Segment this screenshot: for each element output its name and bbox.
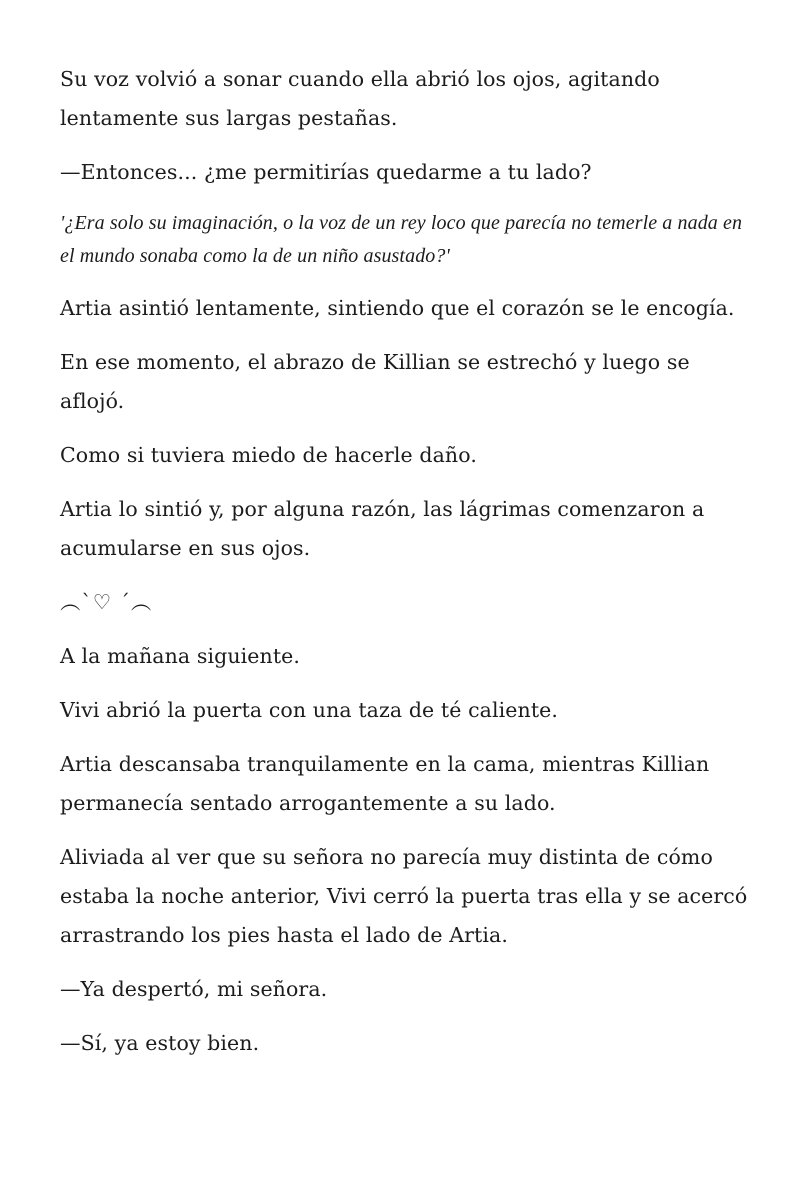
paragraph: Su voz volvió a sonar cuando ella abrió los ojos, agitando lentamente sus largas pestañas. xyxy=(60,67,660,130)
dialogue-line: —Entonces... ¿me permitirías quedarme a tu lado? xyxy=(60,160,592,184)
paragraph: Artia lo sintió y, por alguna razón, las lágrimas comenzaron a acumularse en sus ojos. xyxy=(60,497,705,560)
paragraph: En ese momento, el abrazo de Killian se estrechó y luego se aflojó. xyxy=(60,350,690,413)
dialogue-line: —Sí, ya estoy bien. xyxy=(60,1031,260,1055)
paragraph: Aliviada al ver que su señora no parecía muy distinta de cómo estaba la noche anterior, Vivi cerró la puerta tras ella y se acercó arrastrando los pies hasta el lado de Artia. xyxy=(60,845,748,947)
paragraph: Vivi abrió la puerta con una taza de té caliente. xyxy=(60,698,559,722)
document-page xyxy=(60,60,750,1078)
inner-thought: '¿Era solo su imaginación, o la voz de un rey loco que parecía no temerle a nada en el mundo sonaba como la de un niño asustado?' xyxy=(60,212,743,267)
paragraph: Artia descansaba tranquilamente en la cama, mientras Killian permanecía sentado arrogantemente a su lado. xyxy=(60,752,710,815)
paragraph: A la mañana siguiente. xyxy=(60,644,301,668)
scene-divider: ︵`♡ ´︵ xyxy=(60,590,153,614)
paragraph: Como si tuviera miedo de hacerle daño. xyxy=(60,443,477,467)
dialogue-line: —Ya despertó, mi señora. xyxy=(60,977,328,1001)
paragraph: Artia asintió lentamente, sintiendo que el corazón se le encogía. xyxy=(60,296,735,320)
